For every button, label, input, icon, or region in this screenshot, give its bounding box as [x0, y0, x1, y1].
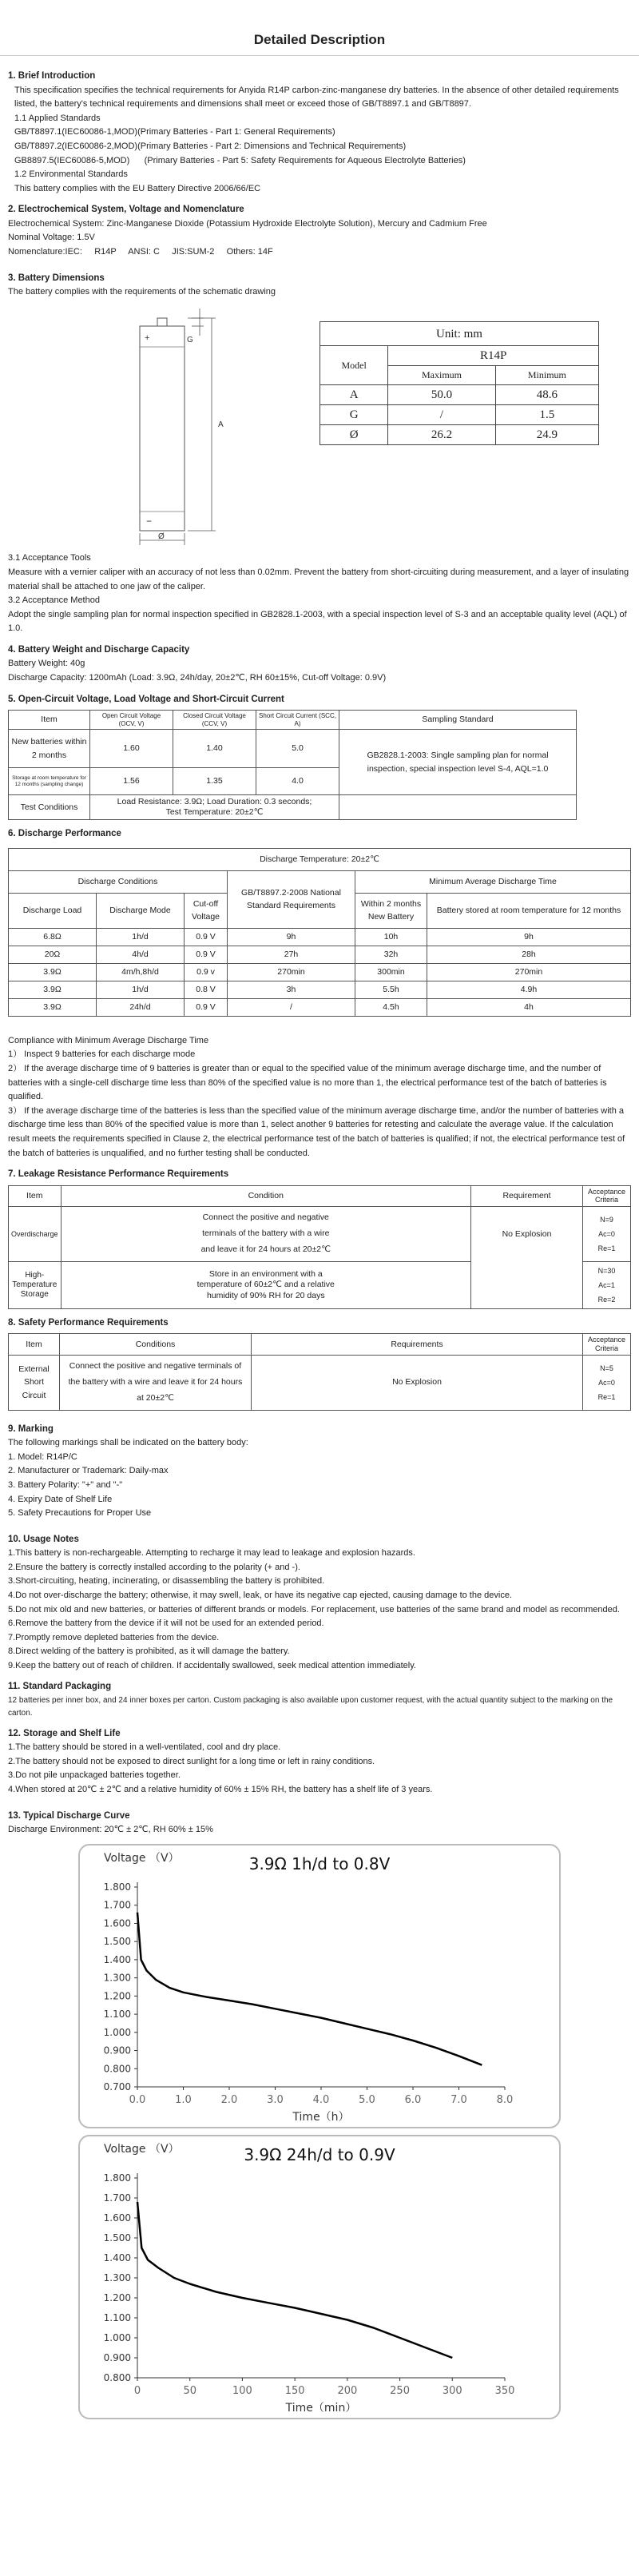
y-tick-label: 1.100 — [103, 2311, 131, 2323]
y-tick-label: 1.500 — [103, 1935, 131, 1947]
section-2-heading: 2. Electrochemical System, Voltage and Nomenclature — [8, 205, 244, 215]
x-tick-label: 4.0 — [312, 2093, 330, 2106]
dimension-a-label: A — [218, 420, 224, 430]
x-tick-label: 1.0 — [175, 2093, 192, 2106]
col-group-min-discharge-time: Minimum Average Discharge Time — [355, 870, 631, 893]
dimension-name: Ø — [320, 425, 388, 445]
safety-table — [8, 1333, 631, 1410]
col-requirement: Requirement — [471, 1185, 583, 1207]
cell: 6.8Ω — [9, 928, 97, 946]
cell: 4h/d — [97, 946, 185, 963]
y-axis-label: Voltage （V） — [104, 1851, 180, 1865]
x-tick-label: 100 — [232, 2384, 252, 2397]
discharge-curve-chart — [80, 2136, 559, 2418]
x-tick-label: 150 — [284, 2384, 305, 2397]
battery-schematic-diagram — [56, 307, 296, 547]
test-conditions-text — [90, 795, 339, 820]
col-item: Item — [9, 1334, 60, 1356]
x-tick-label: 2.0 — [220, 2093, 238, 2106]
requirements-text: No Explosion — [252, 1355, 583, 1410]
cell: 5.5h — [355, 981, 427, 998]
y-tick-label: 0.800 — [103, 2371, 131, 2383]
dimension-min: 48.6 — [495, 385, 598, 405]
ccv-value: 1.40 — [173, 730, 256, 768]
x-axis-label: Time（min） — [285, 2401, 357, 2415]
acceptance-method-heading: 3.2 Acceptance Method — [8, 595, 100, 606]
acceptance-value: Ac=1 — [598, 1280, 615, 1289]
plus-terminal-label: + — [145, 333, 150, 344]
y-tick-label: 0.900 — [103, 2351, 131, 2363]
acceptance-values — [583, 1355, 631, 1410]
cell: 32h — [355, 946, 427, 963]
marking-item: 5. Safety Precautions for Proper Use — [8, 1508, 152, 1519]
x-tick-label: 5.0 — [359, 2093, 375, 2106]
discharge-table — [8, 848, 631, 1017]
cell: 3h — [228, 981, 355, 998]
standard-item: GB/T8897.1(IEC60086-1,MOD)(Primary Batteries - Part 1: General Requirements) — [14, 127, 335, 137]
test-conditions-line: Test Temperature: 20±2℃ — [165, 807, 264, 818]
row-item-high-temperature-storage: High-Temperature Storage — [9, 1261, 62, 1308]
section-8-heading: 8. Safety Performance Requirements — [8, 1317, 169, 1328]
section-13-heading: 13. Typical Discharge Curve — [8, 1810, 130, 1821]
acceptance-value: N=9 — [600, 1216, 613, 1224]
compliance-item: 1） Inspect 9 batteries for each discharge mode — [8, 1049, 196, 1060]
y-tick-label: 1.700 — [103, 1899, 131, 1911]
usage-note: 6.Remove the battery from the device if it will not be used for an extended period. — [8, 1618, 324, 1629]
electrochemical-system: Electrochemical System: Zinc-Manganese Dioxide (Potassium Hydroxide Electrolyte Solution), Mercury and Cadmium Free — [8, 218, 487, 229]
x-tick-label: 200 — [337, 2384, 358, 2397]
storage-item: 2.The battery should not be exposed to direct sunlight for a long time or left in rainy conditions. — [8, 1756, 375, 1766]
cell: 9h — [228, 928, 355, 946]
page-title: Detailed Description — [253, 32, 386, 47]
y-tick-label: 1.800 — [103, 1881, 131, 1893]
col-acceptance-criteria: Acceptance Criteria — [583, 1334, 631, 1356]
dimension-g-label: G — [187, 336, 193, 345]
col-item: Item — [9, 711, 90, 730]
y-tick-label: 1.600 — [103, 1917, 131, 1929]
compliance-heading: Compliance with Minimum Average Discharge Time — [8, 1035, 209, 1045]
row-label-test-conditions: Test Conditions — [9, 795, 90, 820]
x-tick-label: 250 — [390, 2384, 410, 2397]
ccv-value: 1.35 — [173, 768, 256, 795]
usage-note: 3.Short-circuiting, heating, incinerating, or disassembling the battery is prohibited. — [8, 1576, 325, 1587]
cell: 3.9Ω — [9, 998, 97, 1016]
test-conditions-line: Load Resistance: 3.9Ω; Load Duration: 0.3 seconds; — [117, 797, 312, 807]
acceptance-value: Re=1 — [597, 1392, 616, 1401]
acceptance-value: Re=1 — [597, 1244, 616, 1253]
cell: 28h — [427, 946, 631, 963]
col-item: Item — [9, 1185, 62, 1207]
dimension-max: 50.0 — [388, 385, 495, 405]
y-axis-label: Voltage （V） — [104, 2142, 180, 2156]
conditions-text: Connect the positive and negative terminals of the battery with a wire and leave it for 24 hours at 20±2℃ — [60, 1355, 252, 1410]
y-tick-label: 0.900 — [103, 2044, 131, 2056]
maximum-label: Maximum — [388, 366, 495, 385]
compliance-item: 2） If the average discharge time of 9 batteries is greater than or equal to the specified value of the minimum average discharge time, and the number of batteries with a single-cell discharge time less than 80% of the specified value is no more than 1, the electrical performance test of the batch of batteries is qualified. — [8, 1064, 607, 1102]
discharge-temperature: Discharge Temperature: 20±2℃ — [9, 848, 631, 870]
cell: 300min — [355, 963, 427, 981]
acceptance-values — [583, 1261, 631, 1308]
section-11-heading: 11. Standard Packaging — [8, 1682, 112, 1692]
cell: 20Ω — [9, 946, 97, 963]
cell: 0.9 V — [185, 998, 228, 1016]
dimension-max: 26.2 — [388, 425, 495, 445]
marking-intro: The following markings shall be indicated on the battery body: — [8, 1438, 248, 1448]
minus-terminal-label: − — [146, 516, 153, 528]
section-5-heading: 5. Open-Circuit Voltage, Load Voltage and Short-Circuit Current — [8, 694, 284, 704]
row-label-new: New batteries within 2 months — [9, 730, 90, 768]
cell: 9h — [427, 928, 631, 946]
cell: 1h/d — [97, 981, 185, 998]
usage-note: 9.Keep the battery out of reach of children. If accidentally swallowed, seek medical attention immediately. — [8, 1660, 416, 1670]
cell: 10h — [355, 928, 427, 946]
section-10-heading: 10. Usage Notes — [8, 1534, 79, 1544]
requirement-text: No Explosion — [471, 1207, 583, 1309]
usage-note: 7.Promptly remove depleted batteries from the device. — [8, 1632, 220, 1642]
col-ccv: Closed Circuit Voltage (CCV, V) — [173, 711, 256, 730]
x-tick-label: 8.0 — [496, 2093, 514, 2106]
packaging-text: 12 batteries per inner box, and 24 inner boxes per carton. Custom packaging is also available upon customer request, with the actual quantity subject to the marking on the carton. — [8, 1695, 613, 1718]
section-4-heading: 4. Battery Weight and Discharge Capacity — [8, 645, 190, 655]
voltage-table — [8, 710, 577, 820]
title-divider — [0, 55, 639, 56]
y-tick-label: 1.200 — [103, 1989, 131, 2001]
scc-value: 4.0 — [256, 768, 339, 795]
y-tick-label: 1.200 — [103, 2291, 131, 2303]
acceptance-value: N=5 — [600, 1364, 613, 1372]
y-tick-label: 1.600 — [103, 2212, 131, 2224]
col-requirements: Requirements — [252, 1334, 583, 1356]
cell: 3.9Ω — [9, 963, 97, 981]
usage-note: 5.Do not mix old and new batteries, or batteries of different brands or models. For replacement, use batteries of the same brand and model as recommended. — [8, 1604, 620, 1614]
storage-item: 1.The battery should be stored in a well-ventilated, cool and dry place. — [8, 1742, 281, 1753]
standard-item: GB8897.5(IEC60086-5,MOD) (Primary Batteries - Part 5: Safety Requirements for Aqueous Electrolyte Batteries) — [14, 155, 466, 165]
cell: 1h/d — [97, 928, 185, 946]
battery-weight: Battery Weight: 40g — [8, 659, 85, 669]
dimensions-table — [320, 321, 599, 445]
condition-text: Connect the positive and negative terminals of the battery with a wire and leave it for 24 hours at 20±2℃ — [61, 1207, 470, 1262]
col-sampling-standard: Sampling Standard — [339, 711, 577, 730]
cell: 4.9h — [427, 981, 631, 998]
chart-title: 3.9Ω 1h/d to 0.8V — [248, 1853, 391, 1873]
section-1-heading: 1. Brief Introduction — [8, 71, 96, 82]
condition-text: Store in an environment with a temperature of 60±2℃ and a relative humidity of 90% RH for 20 days — [61, 1261, 470, 1308]
acceptance-value: Re=2 — [597, 1295, 616, 1304]
cell: / — [228, 998, 355, 1016]
col-new-battery: Within 2 months New Battery — [355, 893, 427, 928]
marking-item: 2. Manufacturer or Trademark: Daily-max — [8, 1466, 169, 1476]
col-condition: Condition — [61, 1185, 470, 1207]
cell: 0.8 V — [185, 981, 228, 998]
marking-item: 3. Battery Polarity: "+" and "-" — [8, 1479, 123, 1490]
applied-standards-heading: 1.1 Applied Standards — [14, 113, 101, 123]
environmental-standards-text: This battery complies with the EU Battery Directive 2006/66/EC — [14, 183, 261, 193]
minimum-label: Minimum — [495, 366, 598, 385]
col-cutoff-voltage: Cut-off Voltage — [185, 893, 228, 928]
cell: 0.9 v — [185, 963, 228, 981]
x-axis-label: Time（h） — [292, 2110, 350, 2124]
y-tick-label: 0.700 — [103, 2080, 131, 2092]
acceptance-value: Ac=0 — [598, 1230, 615, 1239]
chart-title: 3.9Ω 24h/d to 0.9V — [244, 2144, 395, 2164]
ocv-value: 1.60 — [90, 730, 173, 768]
y-tick-label: 1.800 — [103, 2172, 131, 2184]
dimension-min: 1.5 — [495, 405, 598, 425]
acceptance-tools-text: Measure with a vernier caliper with an accuracy of not less than 0.02mm. Prevent the battery from short-circuiting during measurement, and a layer of insulating material shall be attached to one jaw of the caliper. — [8, 567, 629, 591]
cell: 0.9 V — [185, 946, 228, 963]
section-12-heading: 12. Storage and Shelf Life — [8, 1728, 121, 1738]
cell: 270min — [228, 963, 355, 981]
col-acceptance-criteria: Acceptance Criteria — [583, 1185, 631, 1207]
y-tick-label: 1.300 — [103, 1972, 131, 1984]
x-tick-label: 300 — [442, 2384, 462, 2397]
col-discharge-mode: Discharge Mode — [97, 893, 185, 928]
col-stored-battery: Battery stored at room temperature for 12 months — [427, 893, 631, 928]
scc-value: 5.0 — [256, 730, 339, 768]
cell: 24h/d — [97, 998, 185, 1016]
row-item-external-short-circuit: External Short Circuit — [9, 1355, 60, 1410]
compliance-item: 3） If the average discharge time of the batteries is less than the specified value of the minimum average discharge time, and/or the number of batteries with a discharge time less than 80% of the specified value is more than 1, select another 9 batteries for retesting and calculate the average value. If the calculation result meets the requirements specified in Clause 2, the electrical performance test of the batch of batteries is qualified; if not, the electrical performance test of the batch of batteries is unqualified, and no further testing shall be conducted. — [8, 1105, 625, 1158]
dimensions-area — [8, 307, 631, 547]
y-tick-label: 0.800 — [103, 2062, 131, 2074]
dimension-name: G — [320, 405, 388, 425]
usage-note: 8.Direct welding of the battery is prohibited, as it will damage the battery. — [8, 1646, 290, 1657]
model-value: R14P — [388, 346, 599, 366]
x-tick-label: 6.0 — [404, 2093, 422, 2106]
unit-cell: Unit: mm — [320, 322, 599, 346]
x-tick-label: 50 — [183, 2384, 196, 2397]
leakage-table — [8, 1185, 631, 1309]
section-3-heading: 3. Battery Dimensions — [8, 273, 105, 283]
discharge-curve-chart — [80, 1845, 559, 2127]
y-tick-label: 1.100 — [103, 2008, 131, 2020]
section-9-heading: 9. Marking — [8, 1423, 54, 1434]
col-national-standard: GB/T8897.2-2008 National Standard Requirements — [228, 870, 355, 928]
cell: 270min — [427, 963, 631, 981]
section-6-heading: 6. Discharge Performance — [8, 829, 121, 839]
dimension-max: / — [388, 405, 495, 425]
x-tick-label: 3.0 — [267, 2093, 284, 2106]
nominal-voltage: Nominal Voltage: 1.5V — [8, 233, 95, 243]
usage-note: 4.Do not over-discharge the battery; otherwise, it may swell, leak, or have its negative cap ejected, causing damage to the device. — [8, 1590, 513, 1600]
y-tick-label: 1.300 — [103, 2271, 131, 2283]
col-discharge-load: Discharge Load — [9, 893, 97, 928]
cell: 4m/h,8h/d — [97, 963, 185, 981]
acceptance-method-text: Adopt the single sampling plan for normal inspection specified in GB2828.1-2003, with a special inspection level of S-3 and an acceptable quality level (AQL) of 1.0. — [8, 609, 627, 634]
col-conditions: Conditions — [60, 1334, 252, 1356]
y-tick-label: 1.400 — [103, 2252, 131, 2263]
nomenclature: Nomenclature:IEC: R14P ANSI: C JIS:SUM-2 Others: 14F — [8, 246, 273, 257]
discharge-environment: Discharge Environment: 20℃ ± 2℃, RH 60% ± 15% — [8, 1825, 213, 1835]
standard-item: GB/T8897.2(IEC60086-2,MOD)(Primary Batteries - Part 2: Dimensions and Technical Requirements) — [14, 141, 407, 151]
dimension-name: A — [320, 385, 388, 405]
acceptance-value: Ac=0 — [598, 1378, 615, 1387]
marking-item: 4. Expiry Date of Shelf Life — [8, 1494, 113, 1504]
sampling-standard-text: GB2828.1-2003: Single sampling plan for normal inspection, special inspection level S-4, AQL=1.0 — [339, 730, 577, 795]
acceptance-tools-heading: 3.1 Acceptance Tools — [8, 553, 91, 563]
environmental-standards-heading: 1.2 Environmental Standards — [14, 169, 128, 180]
y-tick-label: 1.700 — [103, 2192, 131, 2204]
discharge-chart-1 — [78, 1844, 561, 2128]
x-tick-label: 0.0 — [129, 2093, 146, 2106]
y-tick-label: 1.500 — [103, 2232, 131, 2244]
row-item-overdischarge: Overdischarge — [9, 1207, 62, 1262]
cell: 3.9Ω — [9, 981, 97, 998]
storage-item: 3.Do not pile unpackaged batteries together. — [8, 1770, 181, 1781]
col-ocv: Open Circuit Voltage (OCV, V) — [90, 711, 173, 730]
x-tick-label: 350 — [494, 2384, 515, 2397]
x-tick-label: 0 — [133, 2384, 141, 2397]
discharge-chart-2 — [78, 2135, 561, 2419]
dimension-diameter-label: Ø — [158, 532, 165, 542]
dimensions-text: The battery complies with the requirements of the schematic drawing — [8, 286, 276, 297]
cell: 4h — [427, 998, 631, 1016]
row-label-stored: Storage at room temperature for 12 months (sampling change) — [9, 768, 90, 795]
usage-note: 2.Ensure the battery is correctly installed according to the polarity (+ and -). — [8, 1562, 300, 1572]
discharge-capacity: Discharge Capacity: 1200mAh (Load: 3.9Ω, 24h/day, 20±2℃, RH 60±15%, Cut-off Voltage: 0.9V) — [8, 673, 387, 683]
col-group-discharge-conditions: Discharge Conditions — [9, 870, 228, 893]
cell: 0.9 V — [185, 928, 228, 946]
ocv-value: 1.56 — [90, 768, 173, 795]
y-tick-label: 1.000 — [103, 2026, 131, 2038]
section-7-heading: 7. Leakage Resistance Performance Requirements — [8, 1169, 229, 1180]
cell: 27h — [228, 946, 355, 963]
x-tick-label: 7.0 — [450, 2093, 467, 2106]
model-label: Model — [320, 346, 388, 385]
cell: 4.5h — [355, 998, 427, 1016]
discharge-curve-line — [137, 2202, 452, 2358]
usage-note: 1.This battery is non-rechargeable. Attempting to recharge it may lead to leakage and explosion hazards. — [8, 1548, 415, 1559]
y-tick-label: 1.400 — [103, 1953, 131, 1965]
col-scc: Short Circuit Current (SCC, A) — [256, 711, 339, 730]
intro-text: This specification specifies the technical requirements for Anyida R14P carbon-zinc-manganese dry batteries. In the absence of other detailed requirements listed, the battery's technical requirements and dimensions shall meet or exceed those of GB/T8897.1 and GB/T8897. — [14, 85, 619, 109]
marking-item: 1. Model: R14P/C — [8, 1451, 77, 1462]
storage-item: 4.When stored at 20℃ ± 2℃ and a relative humidity of 60% ± 15% RH, the battery has a shelf life of 3 years. — [8, 1785, 433, 1795]
y-tick-label: 1.000 — [103, 2331, 131, 2343]
empty-cell — [339, 795, 577, 820]
acceptance-values — [583, 1207, 631, 1262]
acceptance-value: N=30 — [597, 1266, 616, 1275]
dimension-min: 24.9 — [495, 425, 598, 445]
discharge-curve-line — [137, 1912, 482, 2064]
